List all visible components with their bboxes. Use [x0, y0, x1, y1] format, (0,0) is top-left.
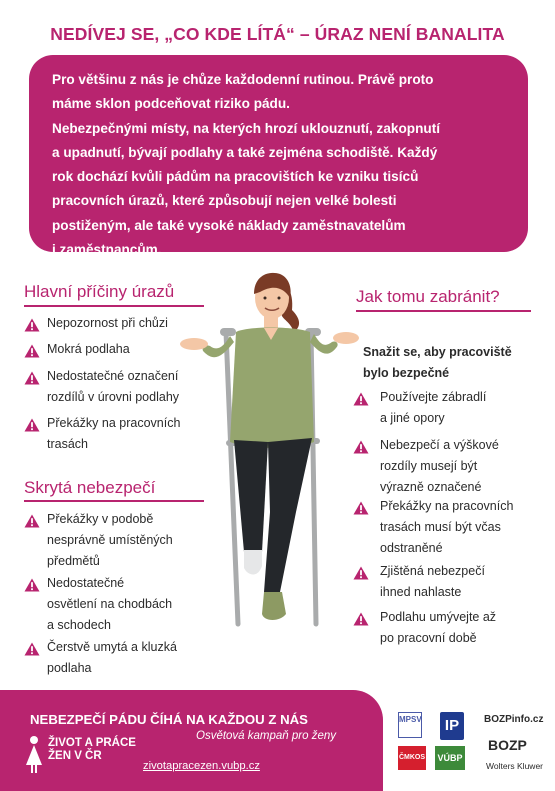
bozp-prace-logo: BOZP [488, 737, 527, 753]
prevent-underline [356, 310, 531, 312]
list-item: Podlahu umývejte až po pracovní době [380, 610, 497, 646]
vubp-logo: VÚBP [435, 746, 465, 770]
list-item: Mokrá podlaha [47, 342, 130, 356]
list-item: Nedostatečné osvětlení na chodbách a schodech [47, 576, 173, 633]
cmkos-logo: ČMKOS [398, 746, 426, 770]
intro-line: rok dochází kvůli pádům na pracovištích ke vzniku tisíců [52, 169, 419, 185]
intro-line: pracovních úrazů, které způsobují nejen velké bolesti [52, 193, 397, 209]
campaign-link[interactable]: zivotapracezen.vubp.cz [143, 760, 260, 772]
list-item: Čerstvě umytá a kluzká podlaha [47, 640, 177, 676]
intro-line: Pro většinu z nás je chůze každodenní rutinou. Právě proto [52, 72, 434, 87]
mpsv-logo: MPSV [398, 712, 422, 738]
crutch-right [311, 332, 316, 624]
list-item: Překážky na pracovních trasách [47, 416, 181, 452]
page-title: NEDÍVEJ SE, „CO KDE LÍTÁ“ – ÚRAZ NENÍ BANALITA [50, 24, 505, 44]
warning-icon [24, 514, 40, 528]
warning-icon [24, 578, 40, 592]
intro-line: a upadnutí, bývají podlahy a také zejména schodiště. Každý [52, 144, 438, 160]
warning-icon [24, 318, 40, 332]
prevent-heading: Jak tomu zabránit? [356, 287, 500, 306]
bozp-info-logo: BOZPinfo.cz [484, 714, 544, 725]
list-item: Nedostatečné označení rozdílů v úrovni podlahy [47, 369, 180, 405]
warning-icon [24, 371, 40, 385]
intro-line: postiženým, ale také vysoké náklady zaměstnavatelům [52, 217, 406, 233]
woman-on-crutches-illustration [164, 262, 359, 628]
list-item: Nepozornost při chůzi [47, 316, 168, 330]
intro-line: i zaměstnancům. [52, 242, 162, 258]
wolters-kluwer-logo: Wolters Kluwer [486, 761, 543, 771]
warning-icon [24, 344, 40, 358]
list-item: Zjištěná nebezpečí ihned nahlaste [380, 564, 485, 600]
list-item: Překážky na pracovních trasách musí být včas odstraněné [380, 499, 514, 556]
campaign-brand: ŽIVOT A PRÁCE ŽEN V ČR [48, 737, 136, 762]
footer-title: NEBEZPEČÍ PÁDU ČÍHÁ NA KAŽDOU Z NÁS [30, 712, 308, 727]
footer-subtitle: Osvětová kampaň pro ženy [196, 730, 336, 742]
list-item: Nebezpečí a výškové rozdíly musejí být výrazně označené [380, 438, 499, 495]
warning-icon [24, 642, 40, 656]
prevent-subheading: Snažit se, aby pracoviště bylo bezpečné [363, 345, 512, 380]
intro-line: Nebezpečnými místy, na kterých hrozí uklouznutí, zakopnutí [52, 120, 440, 136]
causes-heading: Hlavní příčiny úrazů [24, 282, 175, 301]
list-item: Používejte zábradlí a jiné opory [380, 390, 487, 426]
warning-icon [24, 418, 40, 432]
ip-logo: IP [440, 712, 464, 740]
hidden-heading: Skrytá nebezpečí [24, 478, 156, 497]
campaign-figure-icon [22, 735, 46, 775]
intro-box [29, 55, 528, 258]
list-item: Překážky v podobě nesprávně umístěných předmětů [47, 512, 173, 569]
intro-line: máme sklon podceňovat riziko pádu. [52, 96, 290, 112]
